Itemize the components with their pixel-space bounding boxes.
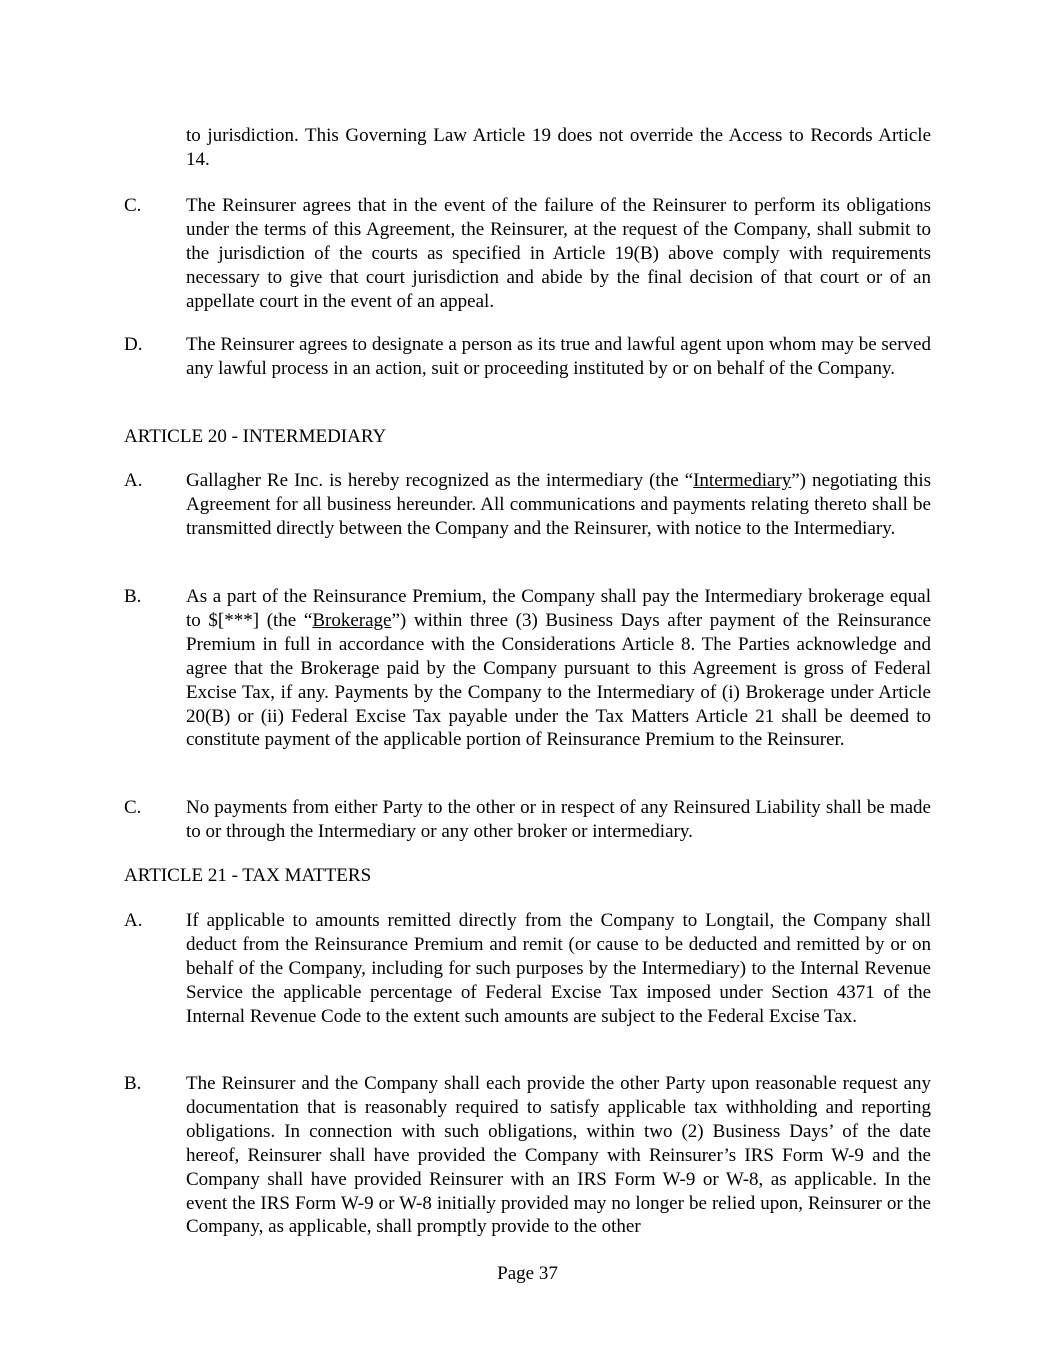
item-letter: C. (124, 797, 142, 818)
item-letter: B. (124, 1073, 142, 1094)
article-21-heading: ARTICLE 21 - TAX MATTERS (124, 865, 372, 886)
article-21-item-a (124, 909, 931, 1029)
article-20-item-c (124, 796, 931, 844)
item-letter: A. (124, 910, 143, 931)
item-text (186, 469, 931, 541)
defined-term-brokerage: Brokerage (312, 609, 392, 631)
item-letter: D. (124, 334, 143, 355)
item-text-post: ”) within three (3) Business Days after payment of the Reinsurance Premium in full in accordance with the Considerations Article 8. The Parties acknowledge and agree that the Brokerage paid by the Company pursuant to this Agreement is gross of Federal Excise Tax, if any. Payments by the Company to the Intermediary of (i) Brokerage under Article 20(B) or (ii) Federal Excise Tax payable under the Tax Matters Article 21 shall be deemed to constitute payment of the applicable portion of Reinsurance Premium to the Reinsurer. (186, 609, 932, 751)
continuation-paragraph: to jurisdiction. This Governing Law Article 19 does not override the Access to Records Article 14. (186, 125, 931, 170)
item-text-pre: As a part of the Reinsurance Premium, the Company shall pay the Intermediary brokerage equal to $[***] (the “ (186, 586, 931, 631)
item-text-post: ”) negotiating this Agreement for all business hereunder. All communications and payments relating thereto shall be transmitted directly between the Company and the Reinsurer, with notice to the Intermediary. (186, 470, 931, 539)
item-text-pre: Gallagher Re Inc. is hereby recognized as the intermediary (the “ (186, 470, 694, 491)
article-20-item-b (124, 585, 931, 752)
article-19-item-d (124, 333, 931, 381)
item-text: No payments from either Party to the other or in respect of any Reinsured Liability shall be made to or through the Intermediary or any other broker or intermediary. (186, 797, 931, 842)
item-text: The Reinsurer and the Company shall each provide the other Party upon reasonable request any documentation that is reasonably required to satisfy applicable tax withholding and reporting obligations. In connection with such obligations, within two (2) Business Days’ of the date hereof, Reinsurer shall have provided the Company with Reinsurer’s IRS Form W-9 and the Company shall have provided Reinsurer with an IRS Form W-9 or W-8, as applicable. In the event the IRS Form W-9 or W-8 initially provided may no longer be relied upon, Reinsurer or the Company, as applicable, shall promptly provide to the other (186, 1073, 931, 1238)
item-text: The Reinsurer agrees to designate a person as its true and lawful agent upon whom may be served any lawful process in an action, suit or proceeding instituted by or on behalf of the Company. (186, 334, 931, 379)
item-text: If applicable to amounts remitted directly from the Company to Longtail, the Company shall deduct from the Reinsurance Premium and remit (or cause to be deducted and remitted by or on behalf of the Company, including for such purposes by the Intermediary) to the Internal Revenue Service the applicable percentage of Federal Excise Tax imposed under Section 4371 of the Internal Revenue Code to the extent such amounts are subject to the Federal Excise Tax. (186, 910, 931, 1027)
article-20-item-a (124, 469, 931, 541)
item-letter: A. (124, 470, 143, 491)
item-letter: B. (124, 586, 142, 607)
item-text: The Reinsurer agrees that in the event of the failure of the Reinsurer to perform its obligations under the terms of this Agreement, the Reinsurer, at the request of the Company, shall submit to the jurisdiction of the courts as specified in Article 19(B) above comply with requirements necessary to give that court jurisdiction and abide by the final decision of that court or of an appellate court in the event of an appeal. (186, 195, 931, 312)
article-21-item-b (124, 1072, 931, 1239)
item-text (186, 585, 931, 752)
article-19-item-c (124, 194, 931, 314)
page-number: Page 37 (497, 1263, 558, 1284)
item-letter: C. (124, 195, 142, 216)
article-20-heading: ARTICLE 20 - INTERMEDIARY (124, 426, 387, 447)
defined-term-intermediary: Intermediary (693, 470, 792, 491)
